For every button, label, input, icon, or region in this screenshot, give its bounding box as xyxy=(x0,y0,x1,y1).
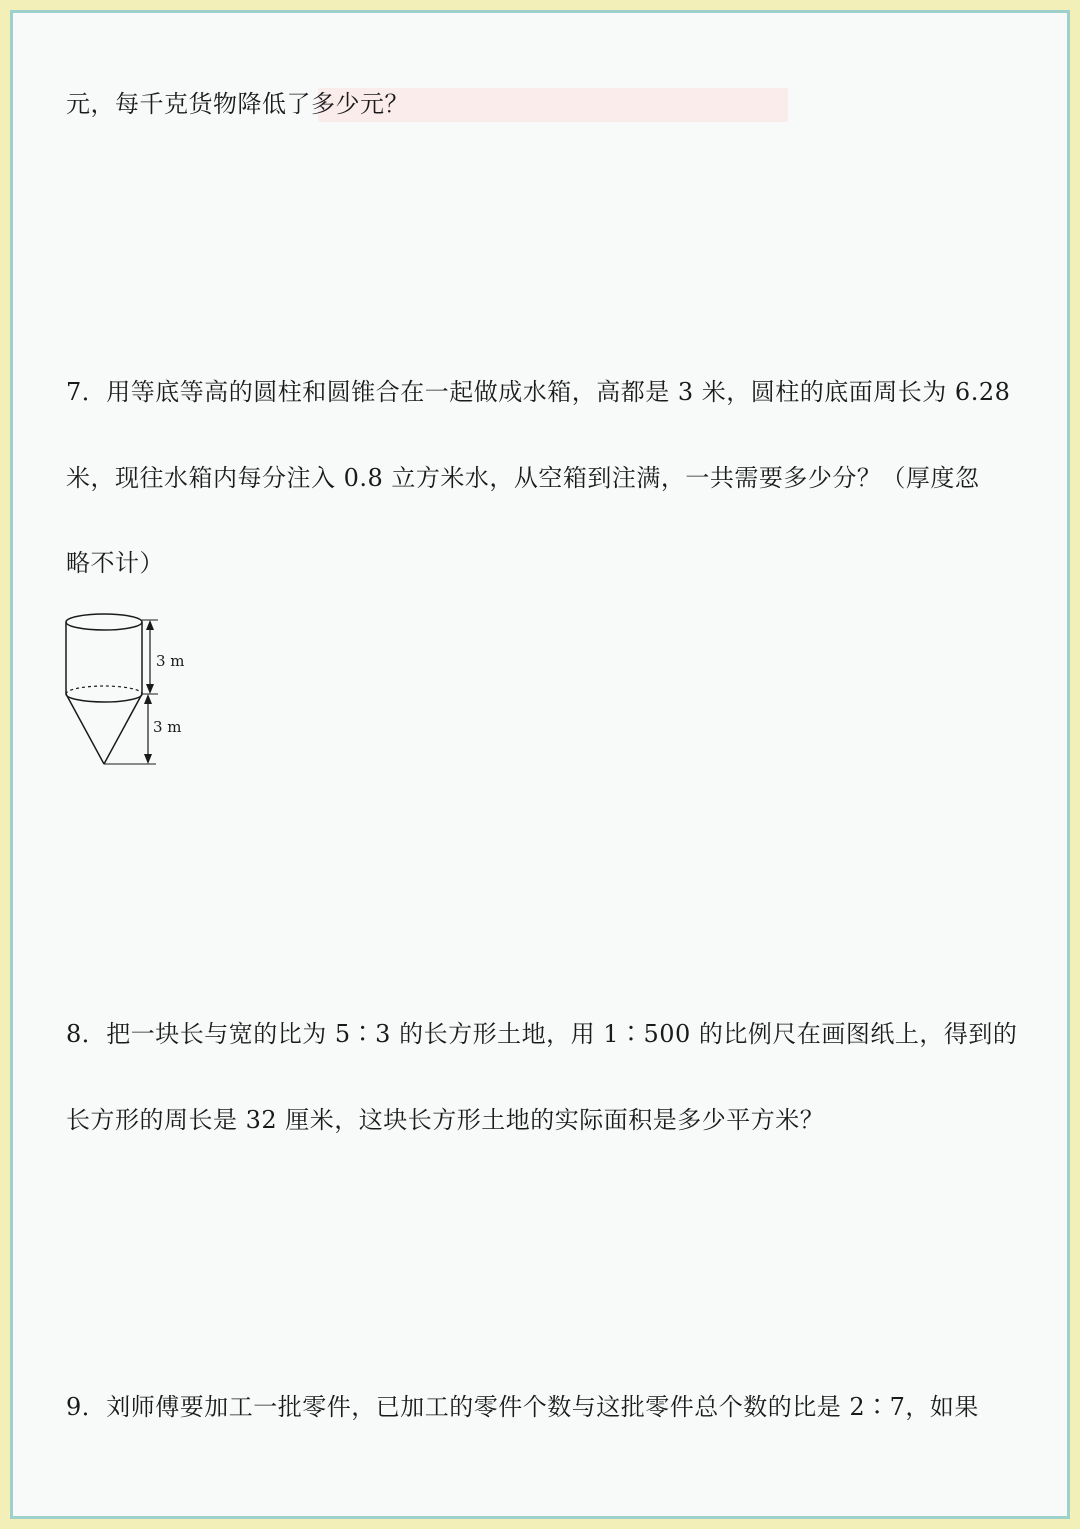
cone-left-side xyxy=(66,694,104,764)
question-7-line-2: 米，现往水箱内每分注入 0.8 立方米水，从空箱到注满，一共需要多少分？（厚度忽 xyxy=(66,464,980,492)
upper-arrow-top xyxy=(146,620,154,630)
cylinder-top-ellipse xyxy=(66,614,142,630)
cone-right-side xyxy=(104,694,142,764)
lower-arrow-top xyxy=(144,694,152,704)
water-tank-figure xyxy=(58,608,198,773)
water-tank-diagram xyxy=(58,608,198,773)
question-9-line-1: 9．刘师傅要加工一批零件，已加工的零件个数与这批零件总个数的比是 2∶7，如果 xyxy=(66,1393,979,1421)
question-6-line-1: 元，每千克货物降低了多少元？ xyxy=(66,90,409,118)
cone-height-label: 3 m xyxy=(153,718,182,736)
question-7-line-1: 7．用等底等高的圆柱和圆锥合在一起做成水箱，高都是 3 米，圆柱的底面周长为 6.28 xyxy=(66,378,1011,406)
cylinder-bottom-front xyxy=(66,694,142,702)
cylinder-height-label: 3 m xyxy=(156,652,185,670)
question-8-line-1: 8．把一块长与宽的比为 5∶3 的长方形土地，用 1∶500 的比例尺在画图纸上，得到的 xyxy=(66,1020,1018,1048)
cylinder-bottom-back xyxy=(66,686,142,694)
question-8-line-2: 长方形的周长是 32 厘米，这块长方形土地的实际面积是多少平方米？ xyxy=(66,1106,825,1134)
question-7-line-3: 略不计） xyxy=(66,549,164,577)
upper-arrow-bottom xyxy=(146,684,154,694)
lower-arrow-bottom xyxy=(144,754,152,764)
